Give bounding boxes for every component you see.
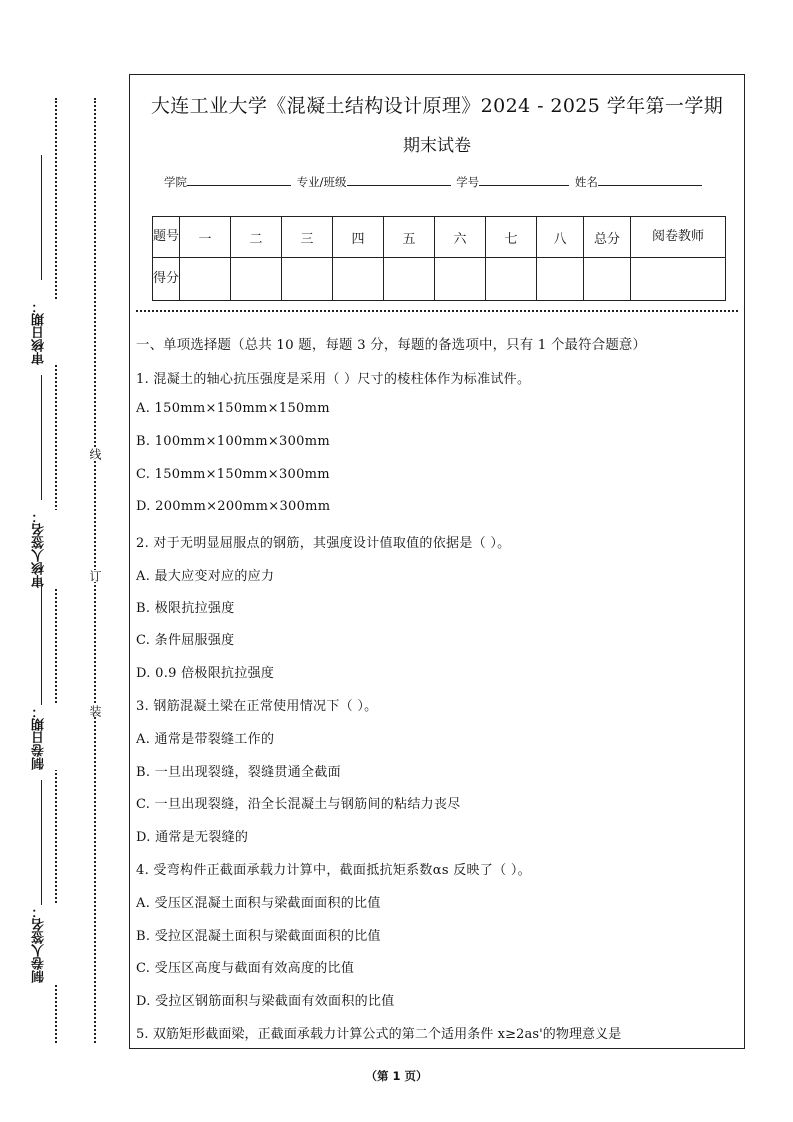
question-stem: 2. 对于无明显屈服点的钢筋，其强度设计值取值的依据是（ ）。: [136, 536, 511, 551]
total-header: 总分: [584, 217, 631, 258]
column-header: 七: [486, 217, 537, 258]
signature-blank: [41, 580, 42, 705]
question-stem: 4. 受弯构件正截面承载力计算中，截面抵抗矩系数αs 反映了（ ）。: [136, 863, 531, 878]
column-header: 一: [180, 217, 231, 258]
score-table: [152, 216, 726, 301]
score-cell[interactable]: [282, 258, 333, 301]
option-d[interactable]: D. 0.9 倍极限抗拉强度: [136, 666, 275, 681]
signature-blank: [41, 375, 42, 500]
question-stem: 3. 钢筋混凝土梁在正常使用情况下（ ）。: [136, 699, 378, 714]
option-b[interactable]: B. 受拉区混凝土面积与梁截面面积的比值: [136, 929, 381, 944]
column-header: 八: [537, 217, 584, 258]
student-id-field[interactable]: [479, 173, 569, 186]
dotted-separator: [136, 310, 738, 312]
column-header: 三: [282, 217, 333, 258]
review-date-label: 审核日期：: [20, 300, 60, 365]
page-number: （第 1 页）: [365, 1069, 428, 1083]
column-header: 六: [435, 217, 486, 258]
binding-char-line: 线: [84, 448, 106, 460]
score-cell[interactable]: [180, 258, 231, 301]
column-header: 二: [231, 217, 282, 258]
paper-maker-signature-label: 制卷人签名：: [20, 905, 60, 983]
option-c[interactable]: C. 一旦出现裂缝，沿全长混凝土与钢筋间的粘结力丧尽: [136, 797, 461, 812]
question-stem: 1. 混凝土的轴心抗压强度是采用（ ）尺寸的棱柱体作为标准试件。: [136, 372, 531, 387]
grader-cell[interactable]: [631, 258, 726, 301]
binding-char-staple: 订: [84, 570, 106, 582]
column-header: 五: [384, 217, 435, 258]
student-id-label: 学号: [456, 175, 480, 189]
option-a[interactable]: A. 受压区混凝土面积与梁截面面积的比值: [136, 896, 381, 911]
score-row-header: 得分: [153, 258, 180, 301]
major-class-field[interactable]: [347, 173, 451, 186]
option-c[interactable]: C. 150mm×150mm×300mm: [136, 467, 330, 482]
option-d[interactable]: D. 受拉区钢筋面积与梁截面有效面积的比值: [136, 994, 395, 1009]
name-label: 姓名: [574, 175, 598, 189]
option-a[interactable]: A. 通常是带裂缝工作的: [136, 732, 275, 747]
score-cell[interactable]: [384, 258, 435, 301]
score-cell[interactable]: [486, 258, 537, 301]
score-cell[interactable]: [537, 258, 584, 301]
option-b[interactable]: B. 一旦出现裂缝，裂缝贯通全截面: [136, 765, 341, 780]
exam-frame: [129, 74, 745, 1049]
signature-blank: [41, 780, 42, 905]
exam-subtitle: 期末试卷: [403, 136, 471, 156]
score-cell[interactable]: [333, 258, 384, 301]
score-cell[interactable]: [435, 258, 486, 301]
reviewer-signature-label: 审核人签名：: [20, 510, 60, 588]
signature-blank: [41, 155, 42, 280]
exam-title: 大连工业大学《混凝土结构设计原理》2024 - 2025 学年第一学期: [150, 95, 724, 117]
name-field[interactable]: [598, 173, 702, 186]
college-field[interactable]: [187, 173, 291, 186]
question-stem: 5. 双筋矩形截面梁，正截面承载力计算公式的第二个适用条件 x≥2as'的物理意义是: [136, 1027, 622, 1042]
option-d[interactable]: D. 通常是无裂缝的: [136, 830, 249, 845]
major-class-label: 专业/班级: [296, 175, 347, 189]
option-d[interactable]: D. 200mm×200mm×300mm: [136, 499, 331, 514]
option-c[interactable]: C. 受压区高度与截面有效高度的比值: [136, 961, 355, 976]
option-b[interactable]: B. 极限抗拉强度: [136, 601, 235, 616]
option-a[interactable]: A. 150mm×150mm×150mm: [136, 401, 330, 416]
score-cell[interactable]: [231, 258, 282, 301]
college-label: 学院: [164, 175, 187, 189]
question-number-header: 题号: [153, 217, 180, 258]
binding-char-bind: 装: [84, 705, 106, 717]
option-b[interactable]: B. 100mm×100mm×300mm: [136, 434, 331, 449]
grader-header: 阅卷教师: [631, 217, 726, 258]
paper-date-label: 制卷日期：: [20, 705, 60, 770]
section-heading: 一、单项选择题（总共 10 题，每题 3 分，每题的备选项中，只有 1 个最符合题意）: [136, 338, 647, 353]
column-header: 四: [333, 217, 384, 258]
student-info-row: [164, 173, 704, 190]
total-score-cell[interactable]: [584, 258, 631, 301]
option-c[interactable]: C. 条件屈服强度: [136, 633, 235, 648]
option-a[interactable]: A. 最大应变对应的应力: [136, 569, 275, 584]
